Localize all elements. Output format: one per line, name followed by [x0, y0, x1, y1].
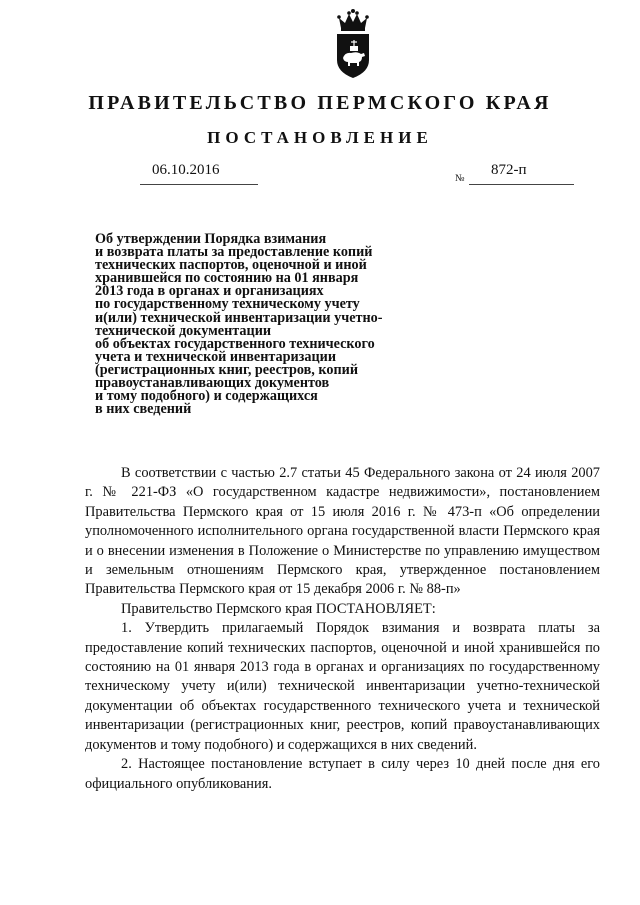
document-number: 872-п — [491, 162, 527, 178]
subject-line: в них сведений — [95, 401, 192, 418]
resolves-paragraph: Правительство Пермского края ПОСТАНОВЛЯЕТ: — [121, 600, 436, 617]
clause-2-paragraph: 2. Настоящее постановление вступает в силу через 10 дней после дня его официального опубликования. — [85, 756, 600, 792]
clause-1-paragraph: 1. Утвердить прилагаемый Порядок взимания и возврата платы за предоставление копий технических паспортов, оценочной и иной хранившейся по состоянию на 01 января 2013 года в органах и организациях по государственному техническому учету и(или) технической инвентаризации учетно-технической документации об объектах государственного технического учета и технической инвентаризации (регистрационных книг, реестров, копий правоустанавливающих документов и тому подобного) и содержащихся в них сведений. — [85, 620, 600, 753]
preamble-paragraph: В соответствии с частью 2.7 статьи 45 Федерального закона от 24 июля 2007 г. № 221-ФЗ «О государственном кадастре недвижимости», постановлением Правительства Пермского края от 15 июля 2016 г. № 473-п «Об определении уполномоченного исполнительного органа государственной власти Пермского края и о внесении изменения в Положение о Министерстве по управлению имуществом и земельным отношениям Пермского края, утвержденное постановлением Правительства Пермского края от 15 декабря 2006 г. № 88-п» — [85, 465, 600, 598]
date-underline — [140, 184, 258, 185]
subject-line: и(или) технической инвентаризации учетно- — [95, 309, 383, 326]
number-sign: № — [455, 173, 465, 184]
number-underline — [469, 184, 574, 185]
government-name: ПРАВИТЕЛЬСТВО ПЕРМСКОГО КРАЯ — [88, 92, 552, 114]
subject-line: (регистрационных книг, реестров, копий — [95, 361, 359, 378]
subject-line: по государственному техническому учету — [95, 296, 360, 313]
subject-line: технических паспортов, оценочной и иной — [95, 257, 367, 274]
document-type: ПОСТАНОВЛЕНИЕ — [207, 128, 433, 147]
subject-line: учета и технической инвентаризации — [95, 348, 336, 365]
subject-line: об объектах государственного технического — [95, 335, 375, 352]
subject-line: 2013 года в органах и организациях — [95, 283, 324, 300]
subject-line: Об утверждении Порядка взимания — [95, 231, 327, 247]
subject-line: и тому подобного) и содержащихся — [95, 388, 318, 405]
subject-line: технической документации — [95, 322, 272, 339]
document-subject — [95, 233, 415, 416]
coat-of-arms-icon — [331, 8, 375, 80]
document-body — [85, 464, 600, 794]
date-field — [140, 160, 260, 184]
subject-line: правоустанавливающих документов — [95, 375, 330, 392]
document-date: 06.10.2016 — [152, 162, 220, 178]
subject-line: и возврата платы за предоставление копий — [95, 244, 373, 261]
subject-line: хранившейся по состоянию на 01 января — [95, 270, 359, 287]
